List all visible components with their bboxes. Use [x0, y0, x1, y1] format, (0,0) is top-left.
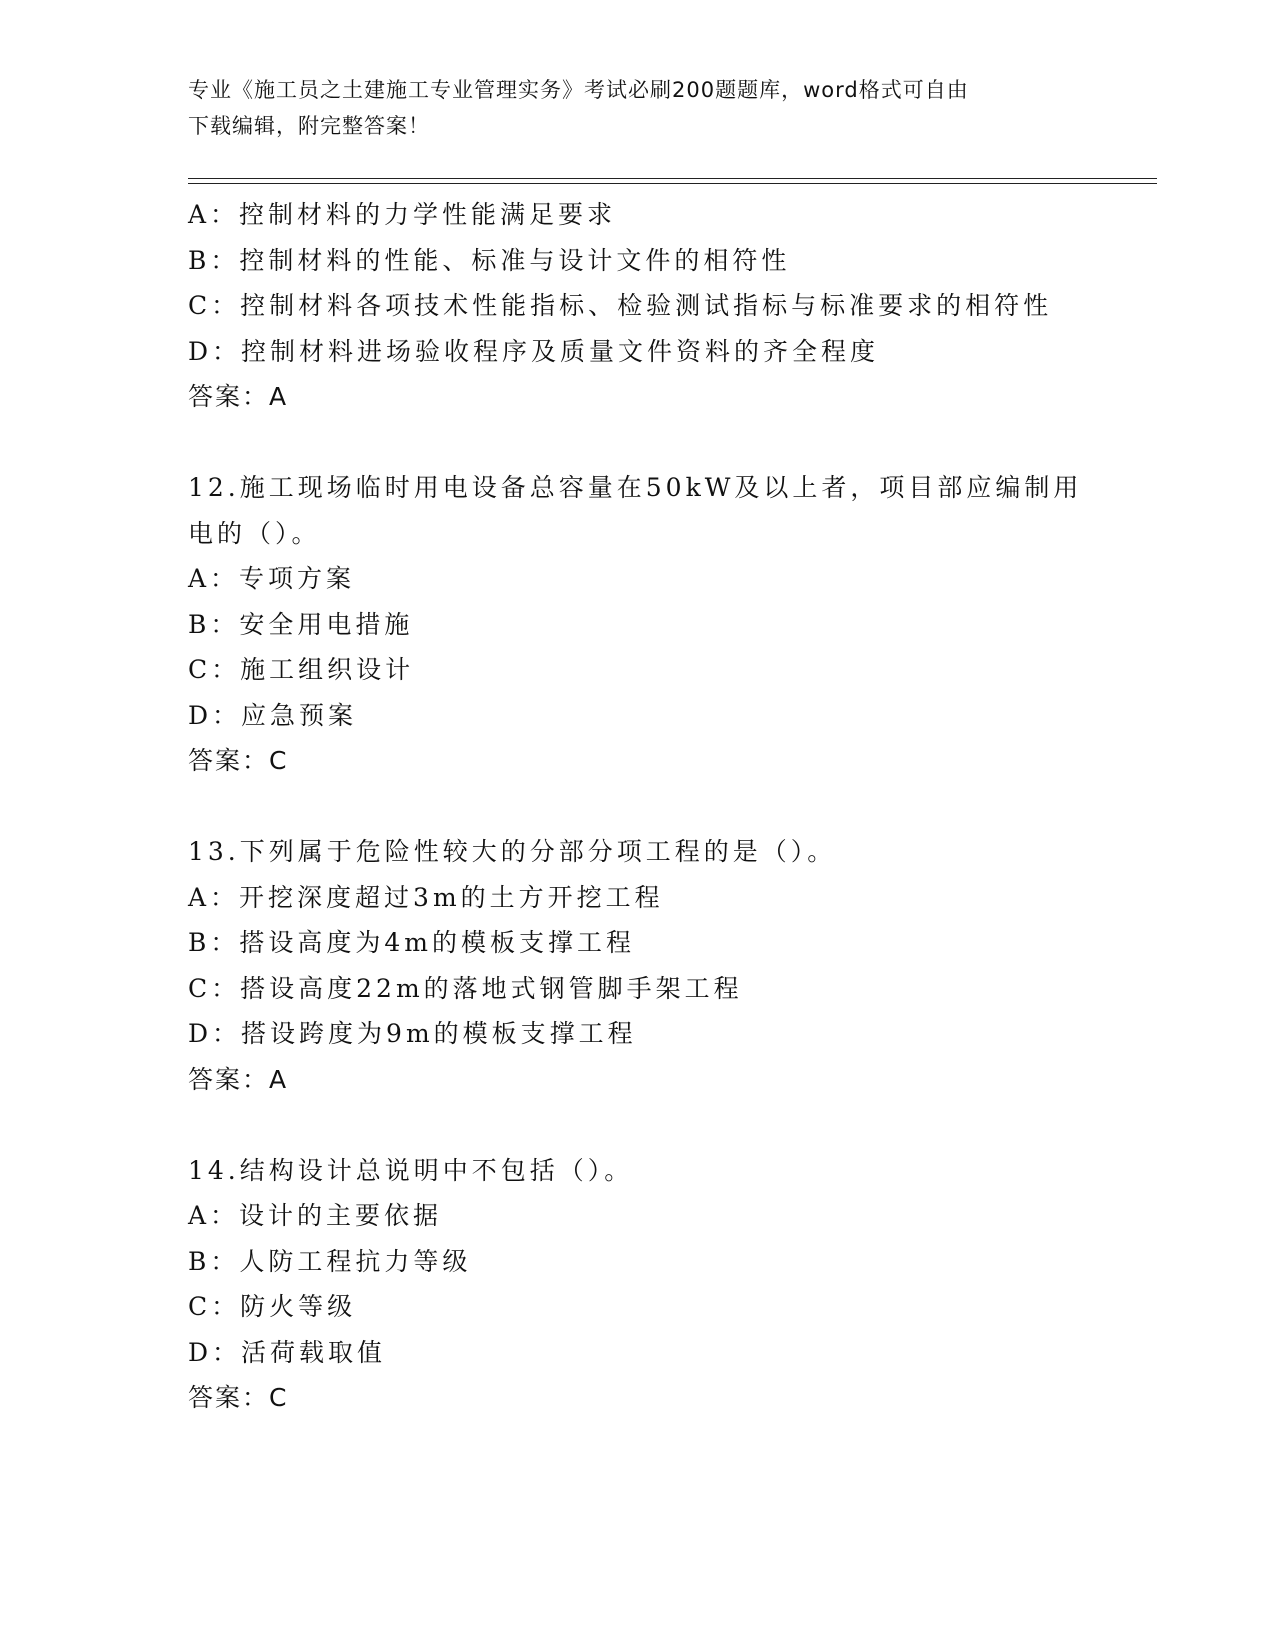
q13-option-a: A：开挖深度超过3m的土方开挖工程 [188, 882, 664, 912]
q13-option-b: B：搭设高度为4m的模板支撑工程 [188, 928, 635, 957]
q12-title-line-2: 电的（）。 [188, 518, 321, 548]
spacer [188, 784, 1088, 830]
q12-answer: 答案：C [188, 746, 289, 775]
q14-title: 14.结构设计总说明中不包括（）。 [188, 1155, 634, 1185]
header-line-2: 下载编辑，附完整答案！ [188, 114, 430, 138]
q14-answer: 答案：C [188, 1383, 289, 1412]
spacer [188, 420, 1088, 466]
q12-option-c: C：施工组织设计 [188, 655, 415, 684]
document-header [188, 72, 1088, 144]
question-11 [188, 192, 1088, 420]
q13-option-d: D：搭设跨度为9m的模板支撑工程 [188, 1019, 637, 1048]
question-list [188, 192, 1088, 1421]
spacer [188, 1102, 1088, 1148]
q12-option-b: B：安全用电措施 [188, 609, 414, 639]
question-12 [188, 465, 1088, 784]
question-14 [188, 1148, 1088, 1421]
header-rule-top [188, 178, 1157, 179]
q11-answer: 答案：A [188, 382, 289, 411]
question-13 [188, 829, 1088, 1102]
header-rule-bottom [188, 183, 1157, 184]
q14-option-c: C：防火等级 [188, 1292, 357, 1321]
q12-title-line-1: 12.施工现场临时用电设备总容量在50kW及以上者，项目部应编制用 [188, 473, 1083, 502]
q14-option-a: A：设计的主要依据 [188, 1201, 443, 1230]
q14-option-d: D：活荷载取值 [188, 1337, 387, 1367]
q11-option-d: D：控制材料进场验收程序及质量文件资料的齐全程度 [188, 336, 880, 366]
q13-answer: 答案：A [188, 1064, 289, 1094]
q11-option-c: C：控制材料各项技术性能指标、检验测试指标与标准要求的相符性 [188, 291, 1053, 320]
header-line-1: 专业《施工员之土建施工专业管理实务》考试必刷200题题库，word格式可自由 [188, 78, 969, 102]
q12-option-a: A：专项方案 [188, 564, 356, 593]
q13-option-c: C：搭设高度22m的落地式钢管脚手架工程 [188, 973, 743, 1003]
q11-option-b: B：控制材料的性能、标准与设计文件的相符性 [188, 245, 791, 275]
q12-option-d: D：应急预案 [188, 700, 358, 730]
q11-option-a: A：控制材料的力学性能满足要求 [188, 200, 617, 229]
q14-option-b: B：人防工程抗力等级 [188, 1246, 472, 1276]
q13-title: 13.下列属于危险性较大的分部分项工程的是（）。 [188, 837, 837, 866]
